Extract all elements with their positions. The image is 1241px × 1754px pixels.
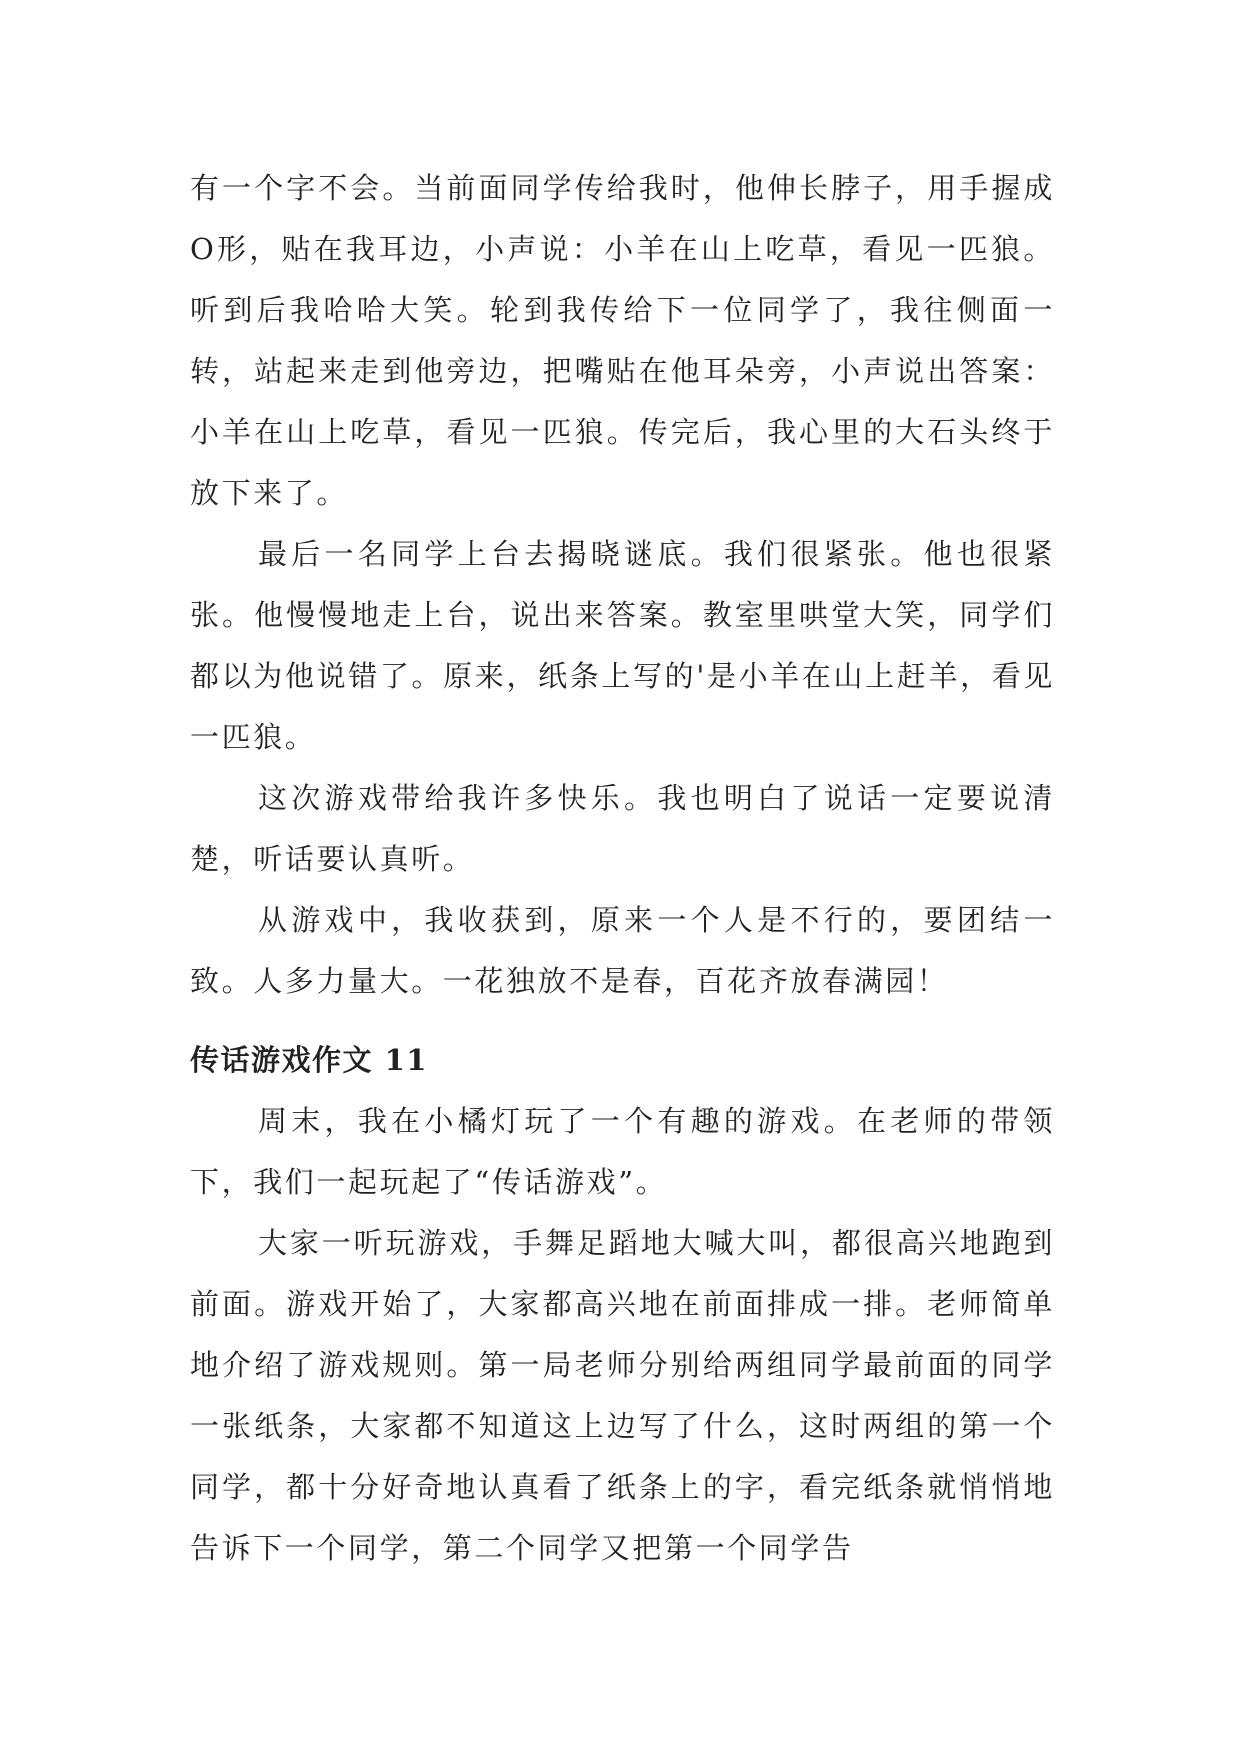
essay-continuation bbox=[190, 158, 1055, 1012]
paragraph-continued: 有一个字不会。当前面同学传给我时，他伸长脖子，用手握成O形，贴在我耳边，小声说：小羊在山上吃草，看见一匹狼。听到后我哈哈大笑。轮到我传给下一位同学了，我往侧面一转，站起来走到他旁边，把嘴贴在他耳朵旁，小声说出答案：小羊在山上吃草，看见一匹狼。传完后，我心里的大石头终于放下来了。 bbox=[190, 171, 1055, 510]
essay-heading: 传话游戏作文 11 bbox=[190, 1043, 428, 1077]
paragraph-reveal: 最后一名同学上台去揭晓谜底。我们很紧张。他也很紧张。他慢慢地走上台，说出来答案。教室里哄堂大笑，同学们都以为他说错了。原来，纸条上写的'是小羊在山上赶羊，看见一匹狼。 bbox=[190, 537, 1055, 754]
paragraph-lesson: 这次游戏带给我许多快乐。我也明白了说话一定要说清楚，听话要认真听。 bbox=[190, 781, 1055, 876]
paragraph-game-start: 大家一听玩游戏，手舞足蹈地大喊大叫，都很高兴地跑到前面。游戏开始了，大家都高兴地在前面排成一排。老师简单地介绍了游戏规则。第一局老师分别给两组同学最前面的同学一张纸条，大家都不知道这上边写了什么，这时两组的第一个同学，都十分好奇地认真看了纸条上的字，看完纸条就悄悄地告诉下一个同学，第二个同学又把第一个同学告 bbox=[190, 1226, 1055, 1565]
essay-11-body bbox=[190, 1091, 1055, 1579]
paragraph-conclusion: 从游戏中，我收获到，原来一个人是不行的，要团结一致。人多力量大。一花独放不是春，百花齐放春满园！ bbox=[190, 903, 1055, 998]
paragraph-intro: 周末，我在小橘灯玩了一个有趣的游戏。在老师的带领下，我们一起玩起了“传话游戏”。 bbox=[190, 1104, 1055, 1199]
